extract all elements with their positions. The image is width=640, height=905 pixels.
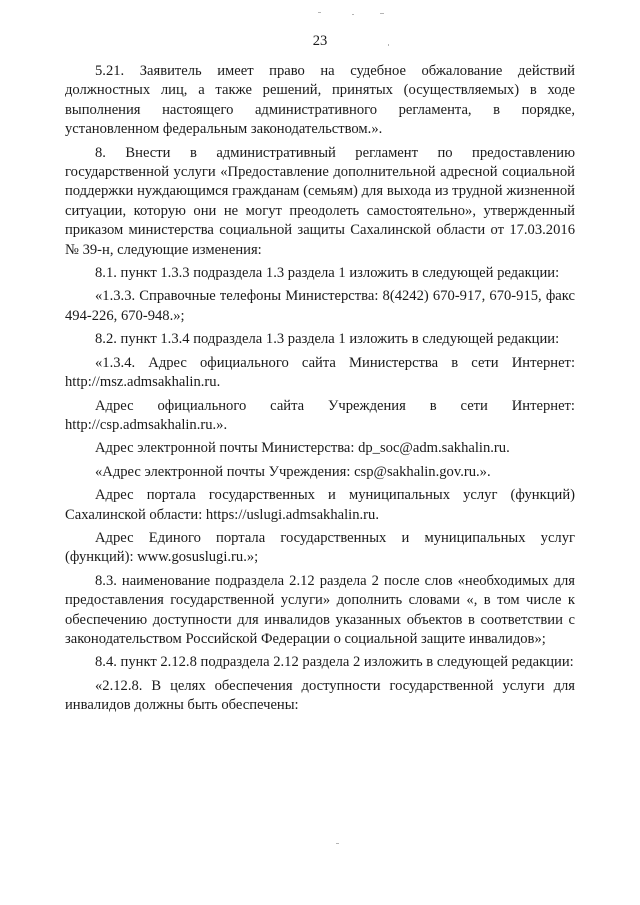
- paragraph: Адрес электронной почты Министерства: dp_soc@adm.sakhalin.ru.: [95, 440, 510, 457]
- scan-artifact: [380, 13, 384, 14]
- paragraph: «Адрес электронной почты Учреждения: csp@sakhalin.gov.ru.».: [95, 463, 491, 480]
- paragraph: «2.12.8. В целях обеспечения доступности государственной услуги для инвалидов должны быть обеспечены:: [65, 677, 575, 714]
- paragraph: 8.2. пункт 1.3.4 подраздела 1.3 раздела 1 изложить в следующей редакции:: [95, 331, 560, 348]
- paragraph: 8. Внести в административный регламент по предоставлению государственной услуги «Предоставление дополнительной адресной социальной поддержки нуждающимся гражданам (семьям) для выхода из трудной жизненной ситуации, которую они не могут преодолеть самостоятельно», утвержденный приказом министерства социальной защиты Сахалинской области от 17.03.2016 № 39-н, следующие изменения:: [65, 144, 575, 258]
- paragraph: «1.3.4. Адрес официального сайта Министерства в сети Интернет: http://msz.admsakhalin.ru.: [65, 354, 575, 391]
- paragraph: 5.21. Заявитель имеет право на судебное обжалование действий должностных лиц, а также решений, принятых (осуществляемых) в ходе выполнения настоящего административного регламента, в порядке, установленном федеральным законодательством.».: [65, 63, 575, 138]
- scan-artifact: [352, 14, 354, 15]
- scan-artifact: [318, 12, 321, 13]
- scan-artifact: [388, 44, 389, 46]
- paragraph: Адрес портала государственных и муниципальных услуг (функций) Сахалинской области: https://uslugi.admsakhalin.ru.: [65, 487, 575, 523]
- paragraph: 8.4. пункт 2.12.8 подраздела 2.12 раздела 2 изложить в следующей редакции:: [95, 654, 574, 671]
- document-body: [65, 62, 575, 720]
- page-number: 23: [312, 33, 328, 49]
- paragraph: 8.1. пункт 1.3.3 подраздела 1.3 раздела 1 изложить в следующей редакции:: [95, 265, 560, 282]
- scan-artifact: [336, 843, 339, 844]
- paragraph: Адрес официального сайта Учреждения в сети Интернет: http://csp.admsakhalin.ru.».: [65, 397, 575, 433]
- paragraph: Адрес Единого портала государственных и муниципальных услуг (функций): www.gosuslugi.ru.»;: [65, 529, 575, 566]
- paragraph: 8.3. наименование подраздела 2.12 раздела 2 после слов «необходимых для предоставления государственной услуги» дополнить словами «, в том числе к обеспечению доступности для инвалидов указанных объектов в соответствии с законодательством Российской Федерации о социальной защите инвалидов»;: [65, 572, 575, 647]
- paragraph: «1.3.3. Справочные телефоны Министерства: 8(4242) 670-917, 670-915, факс 494-226, 670-948.»;: [65, 288, 575, 324]
